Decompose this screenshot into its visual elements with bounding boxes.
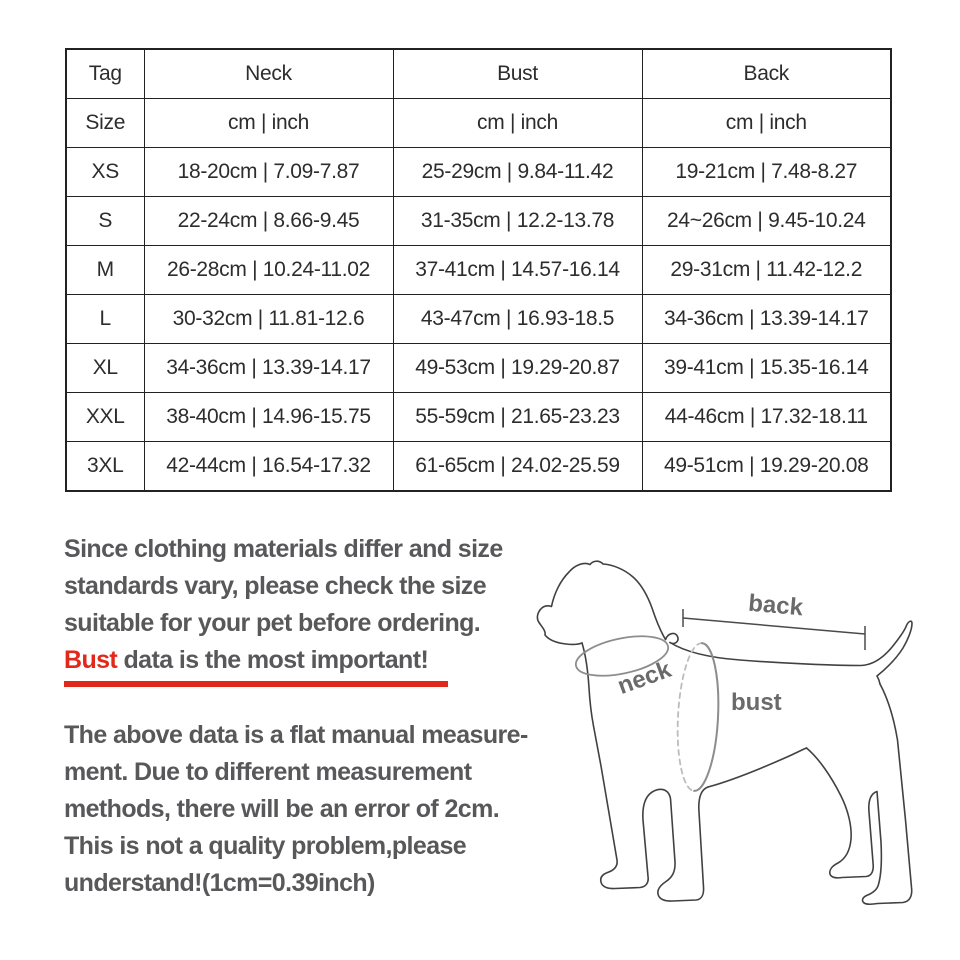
note-sizing-advice-lines	[64, 531, 503, 642]
size-row-xl	[66, 344, 891, 393]
note-line: methods, there will be an error of 2cm.	[64, 795, 500, 823]
back-measurement: 29-31cm | 11.42-12.2	[642, 246, 891, 295]
bust-measurement: 61-65cm | 24.02-25.59	[393, 442, 642, 492]
neck-measurement: 30-32cm | 11.81-12.6	[144, 295, 393, 344]
neck-measurement: 22-24cm | 8.66-9.45	[144, 197, 393, 246]
size-row-s	[66, 197, 891, 246]
back-measurement: 44-46cm | 17.32-18.11	[642, 393, 891, 442]
neck-measurement: 34-36cm | 13.39-14.17	[144, 344, 393, 393]
header-back: Back	[642, 49, 891, 99]
size-table-body	[66, 148, 891, 492]
size-row-xxl	[66, 393, 891, 442]
dog-outline	[537, 561, 912, 904]
back-measurement: 19-21cm | 7.48-8.27	[642, 148, 891, 197]
table-unit-row	[66, 99, 891, 148]
neck-measurement: 42-44cm | 16.54-17.32	[144, 442, 393, 492]
bust-measurement: 43-47cm | 16.93-18.5	[393, 295, 642, 344]
unit-back: cm | inch	[642, 99, 891, 148]
size-label: S	[66, 197, 144, 246]
note-line-highlighted	[64, 642, 503, 679]
note-line: The above data is a flat manual measure-	[64, 721, 528, 749]
bust-measurement: 31-35cm | 12.2-13.78	[393, 197, 642, 246]
size-row-m	[66, 246, 891, 295]
unit-neck: cm | inch	[144, 99, 393, 148]
back-measurement: 49-51cm | 19.29-20.08	[642, 442, 891, 492]
bust-girth-ring-solid	[694, 643, 722, 792]
bust-measurement: 37-41cm | 14.57-16.14	[393, 246, 642, 295]
bust-highlight: Bust	[64, 646, 118, 674]
bust-measurement: 49-53cm | 19.29-20.87	[393, 344, 642, 393]
dog-measurement-diagram	[535, 550, 955, 910]
bust-measurement: 25-29cm | 9.84-11.42	[393, 148, 642, 197]
label-bust: bust	[731, 689, 782, 716]
header-size: Size	[66, 99, 144, 148]
size-row-3xl	[66, 442, 891, 492]
note-line: understand!(1cm=0.39inch)	[64, 869, 375, 897]
neck-measurement: 26-28cm | 10.24-11.02	[144, 246, 393, 295]
bust-girth-ring-dashed	[674, 642, 702, 791]
note-line: This is not a quality problem,please	[64, 832, 467, 860]
back-measurement: 24~26cm | 9.45-10.24	[642, 197, 891, 246]
note-line: Since clothing materials differ and size	[64, 535, 503, 563]
note-measurement-error	[64, 717, 528, 902]
header-neck: Neck	[144, 49, 393, 99]
unit-bust: cm | inch	[393, 99, 642, 148]
size-label: L	[66, 295, 144, 344]
size-label: XS	[66, 148, 144, 197]
table-header-row	[66, 49, 891, 99]
note-line-rest: data is the most important!	[117, 646, 429, 674]
size-label: 3XL	[66, 442, 144, 492]
neck-measurement: 18-20cm | 7.09-7.87	[144, 148, 393, 197]
note-line: standards vary, please check the size	[64, 572, 487, 600]
note-sizing-advice	[64, 531, 503, 679]
header-tag: Tag	[66, 49, 144, 99]
size-table	[65, 48, 892, 492]
size-row-l	[66, 295, 891, 344]
size-label: XL	[66, 344, 144, 393]
note-line: suitable for your pet before ordering.	[64, 609, 481, 637]
header-bust: Bust	[393, 49, 642, 99]
back-measurement: 34-36cm | 13.39-14.17	[642, 295, 891, 344]
label-neck: neck	[614, 655, 675, 700]
label-back: back	[747, 589, 805, 622]
bust-measurement: 55-59cm | 21.65-23.23	[393, 393, 642, 442]
neck-measurement: 38-40cm | 14.96-15.75	[144, 393, 393, 442]
size-label: M	[66, 246, 144, 295]
size-label: XXL	[66, 393, 144, 442]
red-underline	[64, 681, 448, 687]
back-measurement: 39-41cm | 15.35-16.14	[642, 344, 891, 393]
note-line: ment. Due to different measurement	[64, 758, 472, 786]
size-row-xs	[66, 148, 891, 197]
